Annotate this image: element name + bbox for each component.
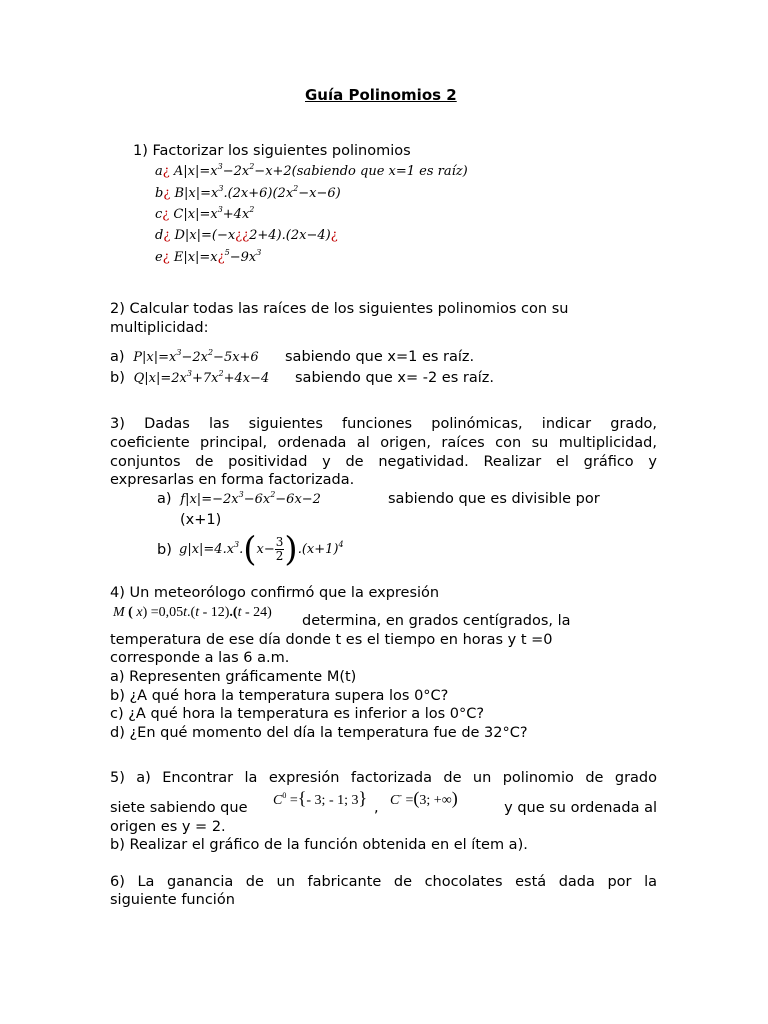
page-title: Guía Polinomios 2 [305,86,457,104]
s6-line2: siguiente función [110,892,235,908]
s4-line2: determina, en grados centígrados, la [302,613,571,629]
s3-line1: 3) Dadas las siguientes funciones polinómicas, indicar grado, [110,416,657,432]
s3-b-expr: $g|x|=4.x^3.(x-$ $\frac{3}{2}$ )$.(x+1)^4$ [179,529,344,570]
s3-line4: expresarlas en forma factorizada. [110,472,355,488]
s1-item-a: a¿ $A|x|=x^3-2x^2-x+2(sabiendo$ que x=1 es raíz) [155,162,468,179]
s4-line3: temperatura de ese día donde t es el tiempo en horas y t =0 [110,632,553,648]
s1-item-d: d¿ D|x|=(−x¿¿2+4).(2x−4)¿ [155,228,338,243]
s5-line3: origen es y = 2. [110,819,226,835]
s6-line1: 6) La ganancia de un fabricante de chocolates está dada por la [110,874,657,890]
s3-line3: conjuntos de positividad y de negatividad. Realizar el gráfico y [110,454,657,470]
s4-line4: corresponde a las 6 a.m. [110,650,290,666]
s1-item-b: b¿ $B|x|=x^3.(2x+6)(2x^2-x-6)$ [155,184,341,201]
s3-b-label: b) [157,542,172,558]
s3-line2: coeficiente principal, ordenada al origen, raíces con su multiplicidad, [110,435,657,451]
s2-line1: 2) Calcular todas las raíces de los siguientes polinomios con su [110,301,569,317]
s5-line1: 5) a) Encontrar la expresión factorizada de un polinomio de grado [110,770,657,786]
s4-line1: 4) Un meteorólogo confirmó que la expresión [110,585,440,601]
s5-comma: , [374,800,379,816]
s2-line2: multiplicidad: [110,320,209,336]
s5-cneg: C- =(3; +∞) [390,788,458,808]
s3-a-text2: (x+1) [180,512,222,528]
s2-b: b) $Q|x|=2x^3+7x^2+4x-4$ [110,369,270,386]
s1-item-e: e¿ $E|x|=x¿^5-9x^3$ [155,248,262,265]
s5-line2a: siete sabiendo que [110,800,248,816]
s5-line2b: y que su ordenada al [504,800,657,816]
s1-heading: 1) Factorizar los siguientes polinomios [133,143,411,159]
s4-qd: d) ¿En qué momento del día la temperatura fue de 32°C? [110,725,528,741]
s2-a: a) $P|x|=x^3-2x^2-5x+6$ [110,348,259,365]
s4-qc: c) ¿A qué hora la temperatura es inferior a los 0°C? [110,706,485,722]
s3-a: a) $f|x|=-2x^3-6x^2-6x-2$ [157,490,321,507]
s5-line4: b) Realizar el gráfico de la función obtenida en el ítem a). [110,837,528,853]
s2-b-text: sabiendo que x= -2 es raíz. [295,370,494,386]
s4-formula: M ( x) =0,05t.(t - 12).(t - 24) [113,605,272,620]
s3-a-text: sabiendo que es divisible por [388,491,600,507]
s5-c0: $C^0$ ={- 3; - 1; 3} [273,788,368,808]
s1-item-c: c¿ $C|x|=x^3+4x^2$ [155,205,255,222]
s2-a-text: sabiendo que x=1 es raíz. [285,349,475,365]
s4-qa: a) Representen gráficamente M(t) [110,669,357,685]
s4-qb: b) ¿A qué hora la temperatura supera los 0°C? [110,688,449,704]
